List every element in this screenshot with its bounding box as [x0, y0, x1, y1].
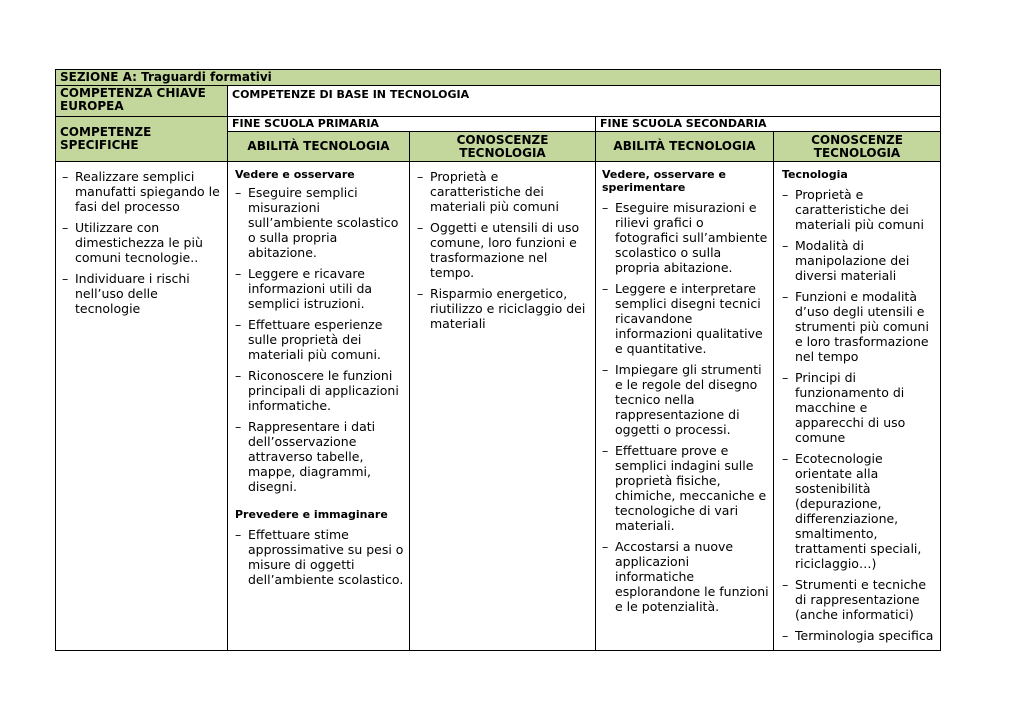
abilita-item: – Effettuare stime approssimative su pesi o misure di oggetti dell’ambiente scolastico.: [235, 527, 405, 587]
abilita-item: – Impiegare gli strumenti e le regole del disegno tecnico nella rappresentazione di oggetti o processi.: [602, 362, 769, 437]
conoscenze-primaria-header: CONOSCENZE TECNOLOGIA: [410, 132, 596, 162]
conoscenze-secondaria-cell: [774, 162, 941, 651]
competenze-specifiche-label: COMPETENZE SPECIFICHE: [56, 117, 228, 162]
abilita-item: – Eseguire misurazioni e rilievi grafici o fotografici sull’ambiente scolastico o sulla propria abitazione.: [602, 200, 769, 275]
abilita-item: – Accostarsi a nuove applicazioni informatiche esplorandone le funzioni e le potenzialità.: [602, 539, 769, 614]
vedere-osservare-title: Vedere e osservare: [235, 168, 355, 181]
competenza-chiave-label: COMPETENZA CHIAVE EUROPEA: [56, 86, 228, 117]
curriculum-table: [55, 69, 941, 651]
prevedere-immaginare-title: Prevedere e immaginare: [235, 508, 388, 521]
fine-secondaria-label: FINE SCUOLA SECONDARIA: [596, 117, 941, 132]
abilita-primaria-cell: [228, 162, 410, 651]
conoscenza-item: – Risparmio energetico, riutilizzo e riciclaggio dei materiali: [417, 286, 591, 331]
competenze-cell: [56, 162, 228, 651]
conoscenza-item: – Ecotecnologie orientate alla sostenibilità (depurazione, differenziazione, smaltimento, trattamenti speciali, riciclaggio…): [782, 451, 937, 571]
abilita-item: – Effettuare prove e semplici indagini sulle proprietà fisiche, chimiche, meccaniche e tecnologiche di vari materiali.: [602, 443, 769, 533]
abilita-item: – Leggere e interpretare semplici disegni tecnici ricavandone informazioni qualitative e quantitative.: [602, 281, 769, 356]
conoscenza-item: – Terminologia specifica: [782, 628, 937, 643]
conoscenza-item: – Strumenti e tecniche di rappresentazione (anche informatici): [782, 577, 937, 622]
abilita-secondaria-cell: [596, 162, 774, 651]
competenza-item: – Realizzare semplici manufatti spiegando le fasi del processo: [62, 169, 223, 214]
conoscenza-item: – Proprietà e caratteristiche dei materiali più comuni: [782, 187, 937, 232]
abilita-primaria-header: ABILITÀ TECNOLOGIA: [228, 132, 410, 162]
conoscenza-item: – Oggetti e utensili di uso comune, loro funzioni e trasformazione nel tempo.: [417, 220, 591, 280]
competenze-base-label: COMPETENZE DI BASE IN TECNOLOGIA: [228, 86, 941, 117]
tecnologia-title: Tecnologia: [782, 168, 848, 181]
conoscenza-item: – Funzioni e modalità d’uso degli utensili e strumenti più comuni e loro trasformazione nel tempo: [782, 289, 937, 364]
abilita-item: – Riconoscere le funzioni principali di applicazioni informatiche.: [235, 368, 405, 413]
abilita-item: – Eseguire semplici misurazioni sull’ambiente scolastico o sulla propria abitazione.: [235, 185, 405, 260]
abilita-item: – Effettuare esperienze sulle proprietà dei materiali più comuni.: [235, 317, 405, 362]
fine-primaria-label: FINE SCUOLA PRIMARIA: [228, 117, 596, 132]
conoscenza-item: – Modalità di manipolazione dei diversi materiali: [782, 238, 937, 283]
competenza-item: – Utilizzare con dimestichezza le più comuni tecnologie..: [62, 220, 223, 265]
abilita-item: – Rappresentare i dati dell’osservazione attraverso tabelle, mappe, diagrammi, disegni.: [235, 419, 405, 494]
abilita-item: – Leggere e ricavare informazioni utili da semplici istruzioni.: [235, 266, 405, 311]
conoscenze-primaria-cell: [410, 162, 596, 651]
conoscenza-item: – Proprietà e caratteristiche dei materiali più comuni: [417, 169, 591, 214]
abilita-secondaria-header: ABILITÀ TECNOLOGIA: [596, 132, 774, 162]
conoscenze-secondaria-header: CONOSCENZE TECNOLOGIA: [774, 132, 941, 162]
section-title: SEZIONE A: Traguardi formativi: [56, 70, 941, 86]
conoscenza-item: – Principi di funzionamento di macchine e apparecchi di uso comune: [782, 370, 937, 445]
competenza-item: – Individuare i rischi nell’uso delle tecnologie: [62, 271, 223, 316]
vedere-osservare-sperimentare-title: Vedere, osservare e sperimentare: [602, 168, 726, 194]
